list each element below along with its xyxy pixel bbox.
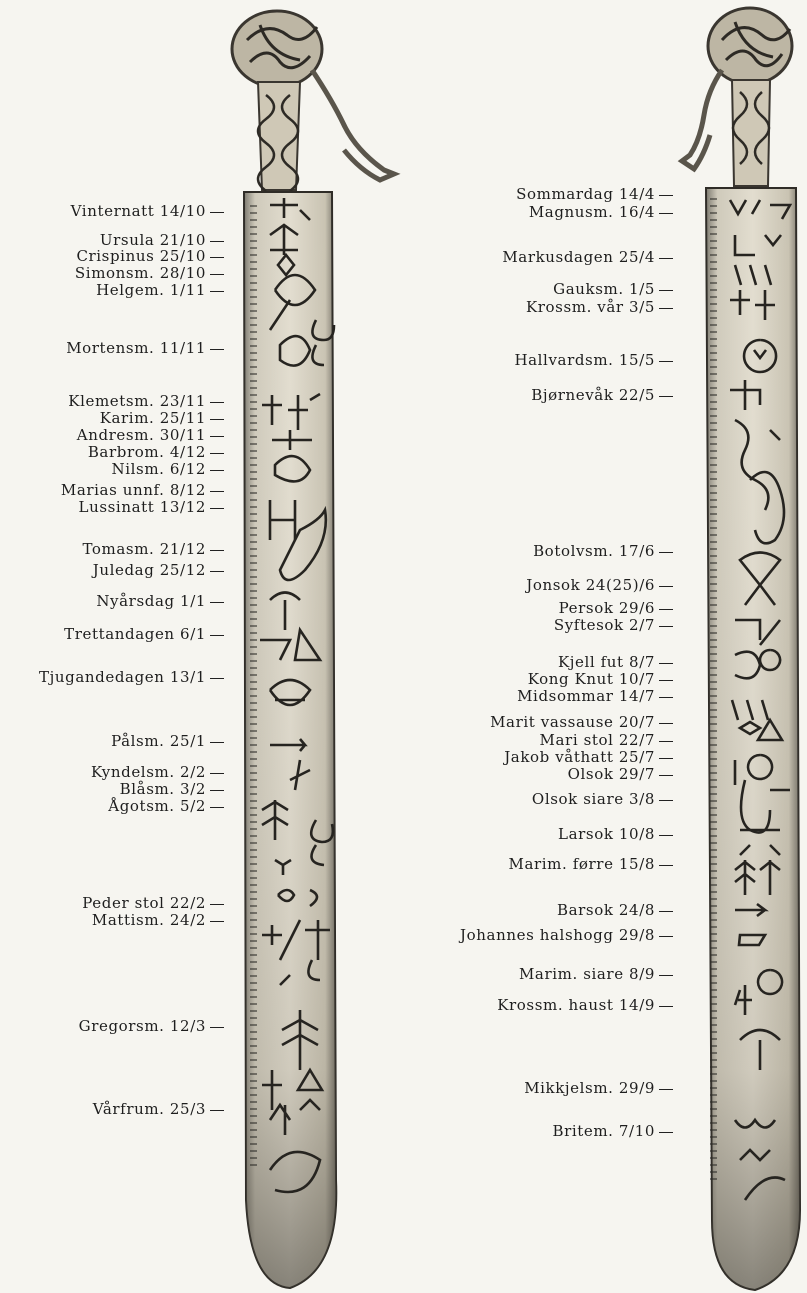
date-label: Kyndelsm. 2/2 (91, 764, 224, 780)
date-label: Britem. 7/10 (552, 1123, 673, 1139)
date-label: Kjell fut 8/7 (558, 654, 673, 670)
date-label: Vårfrum. 25/3 (93, 1101, 224, 1117)
left-stick (232, 11, 394, 1288)
date-label: Gregorsm. 12/3 (79, 1018, 224, 1034)
date-label: Crispinus 25/10 (76, 248, 224, 264)
date-label: Ursula 21/10 (100, 232, 224, 248)
date-label: Jonsok 24(25)/6 (526, 577, 673, 593)
date-label: Markusdagen 25/4 (502, 249, 673, 265)
date-label: Barbrom. 4/12 (88, 444, 224, 460)
date-label: Marim. siare 8/9 (519, 966, 673, 982)
date-label: Nyårsdag 1/1 (96, 593, 224, 609)
right-stick (682, 8, 800, 1290)
date-label: Mattism. 24/2 (92, 912, 224, 928)
date-label: Tomasm. 21/12 (82, 541, 224, 557)
date-label: Vinternatt 14/10 (71, 203, 224, 219)
date-label: Mikkjelsm. 29/9 (524, 1080, 673, 1096)
date-label: Olsok 29/7 (568, 766, 673, 782)
date-label: Bjørnevåk 22/5 (531, 387, 673, 403)
date-label: Magnusm. 16/4 (529, 204, 673, 220)
date-label: Helgem. 1/11 (96, 282, 224, 298)
date-label: Johannes halshogg 29/8 (460, 927, 673, 943)
date-label: Karim. 25/11 (100, 410, 224, 426)
date-label: Mari stol 22/7 (540, 732, 673, 748)
date-label: Lussinatt 13/12 (79, 499, 224, 515)
date-label: Barsok 24/8 (557, 902, 673, 918)
date-label: Andresm. 30/11 (77, 427, 224, 443)
date-label: Blåsm. 3/2 (120, 781, 224, 797)
date-label: Jakob våthatt 25/7 (504, 749, 673, 765)
date-label: Nilsm. 6/12 (112, 461, 224, 477)
date-label: Krossm. vår 3/5 (526, 299, 673, 315)
date-label: Trettandagen 6/1 (64, 626, 224, 642)
date-label: Sommardag 14/4 (516, 186, 673, 202)
date-label: Simonsm. 28/10 (75, 265, 224, 281)
date-label: Peder stol 22/2 (82, 895, 224, 911)
date-label: Pålsm. 25/1 (111, 733, 224, 749)
date-label: Tjugandedagen 13/1 (39, 669, 224, 685)
date-label: Marim. førre 15/8 (509, 856, 673, 872)
date-label: Olsok siare 3/8 (532, 791, 673, 807)
date-label: Syftesok 2/7 (554, 617, 673, 633)
date-label: Botolvsm. 17/6 (533, 543, 673, 559)
date-label: Hallvardsm. 15/5 (514, 352, 673, 368)
date-label: Larsok 10/8 (558, 826, 673, 842)
date-label: Marit vassause 20/7 (490, 714, 673, 730)
date-label: Gauksm. 1/5 (553, 281, 673, 297)
date-label: Marias unnf. 8/12 (61, 482, 224, 498)
date-label: Klemetsm. 23/11 (68, 393, 224, 409)
date-label: Kong Knut 10/7 (528, 671, 673, 687)
date-label: Midsommar 14/7 (517, 688, 673, 704)
date-label: Persok 29/6 (559, 600, 673, 616)
date-label: Ågotsm. 5/2 (108, 798, 224, 814)
date-label: Mortensm. 11/11 (66, 340, 224, 356)
date-label: Juledag 25/12 (93, 562, 224, 578)
date-label: Krossm. haust 14/9 (497, 997, 673, 1013)
